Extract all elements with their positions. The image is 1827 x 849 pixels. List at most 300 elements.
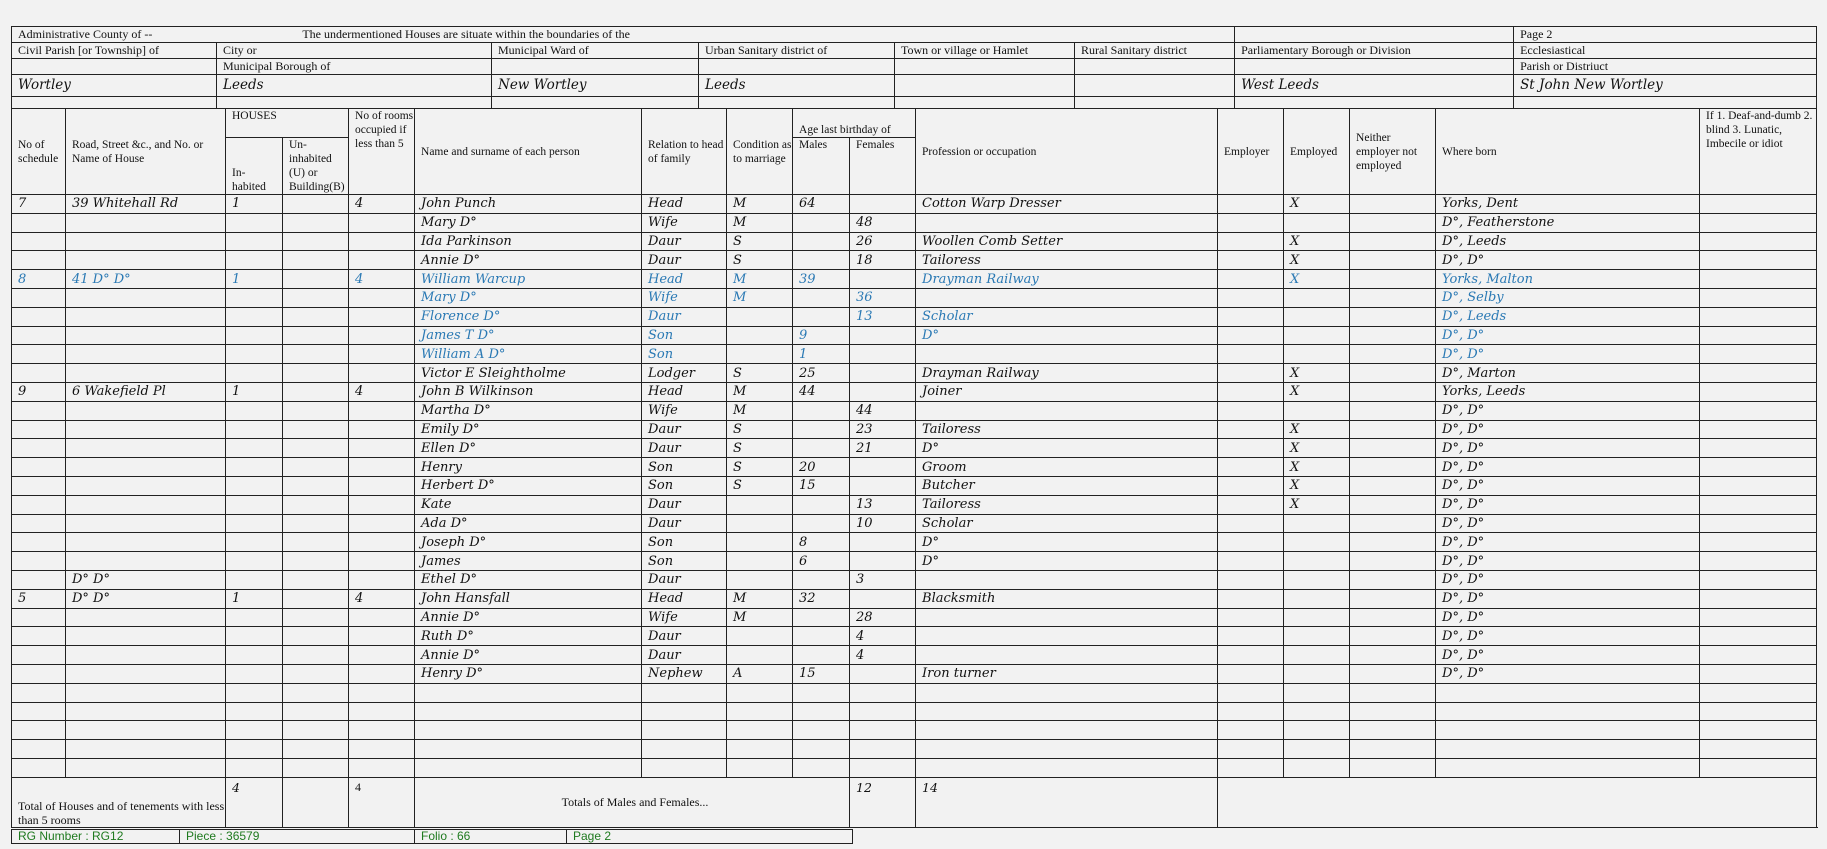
table-row xyxy=(12,570,1817,589)
employed-cell xyxy=(1284,664,1350,683)
female-age-cell xyxy=(850,345,916,364)
road-cell xyxy=(66,439,226,458)
person-name-cell: James xyxy=(415,552,642,571)
relation-cell: Son xyxy=(642,476,727,495)
table-row xyxy=(12,458,1817,477)
schedule-cell xyxy=(12,251,66,270)
table-row xyxy=(12,702,1817,721)
schedule-cell xyxy=(12,495,66,514)
condition-cell: S xyxy=(727,458,793,477)
occupation-cell xyxy=(916,758,1218,777)
employed-cell: X xyxy=(1284,270,1350,289)
rooms-cell xyxy=(349,213,415,232)
relation-cell: Head xyxy=(642,195,727,214)
neither-cell xyxy=(1350,458,1436,477)
person-name-cell: Florence D° xyxy=(415,307,642,326)
employed-cell xyxy=(1284,721,1350,740)
birthplace-cell: Yorks, Dent xyxy=(1436,195,1700,214)
relation-cell: Daur xyxy=(642,514,727,533)
birthplace-cell: D°, D° xyxy=(1436,627,1700,646)
male-age-cell xyxy=(793,232,850,251)
occupation-cell: Tailoress xyxy=(916,495,1218,514)
relation-cell xyxy=(642,683,727,702)
schedule-cell xyxy=(12,683,66,702)
infirmity-cell xyxy=(1700,270,1817,289)
employer-cell xyxy=(1218,702,1284,721)
undermentioned-text: The undermentioned Houses are situate within the boundaries of the xyxy=(302,27,630,41)
person-name-cell: Ida Parkinson xyxy=(415,232,642,251)
employer-cell xyxy=(1218,458,1284,477)
employed-cell xyxy=(1284,758,1350,777)
table-row xyxy=(12,627,1817,646)
birthplace-cell: D°, D° xyxy=(1436,458,1700,477)
occupation-cell xyxy=(916,702,1218,721)
occupation-cell: D° xyxy=(916,439,1218,458)
road-cell: 39 Whitehall Rd xyxy=(66,195,226,214)
female-age-cell xyxy=(850,683,916,702)
condition-cell xyxy=(727,627,793,646)
neither-cell xyxy=(1350,552,1436,571)
neither-cell xyxy=(1350,213,1436,232)
schedule-cell xyxy=(12,420,66,439)
inhabited-cell xyxy=(226,721,283,740)
label-rural-sanitary: Rural Sanitary district xyxy=(1075,43,1235,59)
uninhabited-cell xyxy=(283,401,349,420)
neither-cell xyxy=(1350,740,1436,759)
occupation-cell: D° xyxy=(916,326,1218,345)
birthplace-cell xyxy=(1436,702,1700,721)
road-cell xyxy=(66,401,226,420)
uninhabited-cell xyxy=(283,589,349,608)
road-cell: D° D° xyxy=(66,589,226,608)
condition-cell xyxy=(727,495,793,514)
rooms-cell: 4 xyxy=(349,195,415,214)
infirmity-cell xyxy=(1700,646,1817,665)
schedule-cell xyxy=(12,664,66,683)
rooms-cell xyxy=(349,570,415,589)
table-row xyxy=(12,420,1817,439)
male-age-cell xyxy=(793,307,850,326)
employer-cell xyxy=(1218,476,1284,495)
road-cell xyxy=(66,552,226,571)
birthplace-cell: D°, D° xyxy=(1436,608,1700,627)
employed-cell xyxy=(1284,702,1350,721)
road-cell xyxy=(66,251,226,270)
table-row xyxy=(12,345,1817,364)
condition-cell xyxy=(727,307,793,326)
employed-cell: X xyxy=(1284,495,1350,514)
person-name-cell: James T D° xyxy=(415,326,642,345)
male-age-cell xyxy=(793,514,850,533)
neither-cell xyxy=(1350,439,1436,458)
schedule-cell xyxy=(12,439,66,458)
inhabited-cell xyxy=(226,552,283,571)
road-cell xyxy=(66,495,226,514)
female-age-cell xyxy=(850,702,916,721)
occupation-cell: Woollen Comb Setter xyxy=(916,232,1218,251)
employer-cell xyxy=(1218,552,1284,571)
employer-cell xyxy=(1218,382,1284,401)
female-age-cell: 18 xyxy=(850,251,916,270)
person-name-cell: Henry D° xyxy=(415,664,642,683)
infirmity-cell xyxy=(1700,589,1817,608)
inhabited-cell: 1 xyxy=(226,270,283,289)
birthplace-cell: D°, Featherstone xyxy=(1436,213,1700,232)
birthplace-cell: D°, Leeds xyxy=(1436,232,1700,251)
rooms-cell xyxy=(349,533,415,552)
condition-cell xyxy=(727,514,793,533)
neither-cell xyxy=(1350,514,1436,533)
relation-cell: Daur xyxy=(642,232,727,251)
occupation-cell: D° xyxy=(916,552,1218,571)
employer-cell xyxy=(1218,533,1284,552)
person-name-cell: John B Wilkinson xyxy=(415,382,642,401)
condition-cell xyxy=(727,326,793,345)
condition-cell xyxy=(727,533,793,552)
table-row xyxy=(12,382,1817,401)
road-cell xyxy=(66,646,226,665)
rooms-cell xyxy=(349,232,415,251)
road-cell xyxy=(66,288,226,307)
person-name-cell: Emily D° xyxy=(415,420,642,439)
male-age-cell: 32 xyxy=(793,589,850,608)
table-row xyxy=(12,270,1817,289)
totals-inhabited: 4 xyxy=(226,777,283,827)
person-name-cell: John Hansfall xyxy=(415,589,642,608)
label-parliamentary: Parliamentary Borough or Division xyxy=(1235,43,1514,59)
table-row xyxy=(12,683,1817,702)
col-employed: Employed xyxy=(1284,109,1350,195)
relation-cell: Wife xyxy=(642,213,727,232)
birthplace-cell: D°, D° xyxy=(1436,251,1700,270)
birthplace-cell: D°, D° xyxy=(1436,401,1700,420)
inhabited-cell xyxy=(226,533,283,552)
birthplace-cell: D°, Marton xyxy=(1436,364,1700,383)
female-age-cell xyxy=(850,721,916,740)
condition-cell xyxy=(727,646,793,665)
road-cell xyxy=(66,345,226,364)
neither-cell xyxy=(1350,646,1436,665)
road-cell xyxy=(66,514,226,533)
person-name-cell xyxy=(415,702,642,721)
employer-cell xyxy=(1218,213,1284,232)
relation-cell xyxy=(642,721,727,740)
employed-cell: X xyxy=(1284,364,1350,383)
employed-cell xyxy=(1284,608,1350,627)
person-name-cell: Joseph D° xyxy=(415,533,642,552)
inhabited-cell xyxy=(226,213,283,232)
uninhabited-cell xyxy=(283,420,349,439)
road-cell xyxy=(66,721,226,740)
female-age-cell: 3 xyxy=(850,570,916,589)
occupation-cell: Scholar xyxy=(916,307,1218,326)
col-males: Males xyxy=(793,138,850,195)
birthplace-cell: D°, D° xyxy=(1436,646,1700,665)
relation-cell: Daur xyxy=(642,439,727,458)
occupation-cell: D° xyxy=(916,533,1218,552)
birthplace-cell: Yorks, Malton xyxy=(1436,270,1700,289)
employed-cell: X xyxy=(1284,251,1350,270)
condition-cell: S xyxy=(727,364,793,383)
uninhabited-cell xyxy=(283,627,349,646)
schedule-cell: 8 xyxy=(12,270,66,289)
road-cell xyxy=(66,758,226,777)
uninhabited-cell xyxy=(283,495,349,514)
employed-cell xyxy=(1284,683,1350,702)
neither-cell xyxy=(1350,589,1436,608)
condition-cell: M xyxy=(727,608,793,627)
employer-cell xyxy=(1218,326,1284,345)
birthplace-cell: D°, D° xyxy=(1436,514,1700,533)
schedule-cell xyxy=(12,458,66,477)
inhabited-cell xyxy=(226,740,283,759)
person-name-cell: Annie D° xyxy=(415,608,642,627)
employed-cell: X xyxy=(1284,420,1350,439)
relation-cell xyxy=(642,740,727,759)
inhabited-cell xyxy=(226,439,283,458)
female-age-cell: 4 xyxy=(850,646,916,665)
relation-cell: Head xyxy=(642,270,727,289)
col-condition: Condition as to marriage xyxy=(727,109,793,195)
person-name-cell xyxy=(415,758,642,777)
label-town-village: Town or village or Hamlet xyxy=(895,43,1075,59)
employed-cell xyxy=(1284,533,1350,552)
neither-cell xyxy=(1350,251,1436,270)
schedule-cell xyxy=(12,646,66,665)
road-cell: 6 Wakefield Pl xyxy=(66,382,226,401)
condition-cell: M xyxy=(727,401,793,420)
male-age-cell xyxy=(793,420,850,439)
employed-cell xyxy=(1284,345,1350,364)
infirmity-cell xyxy=(1700,495,1817,514)
totals-females: 14 xyxy=(916,777,1218,827)
birthplace-cell xyxy=(1436,758,1700,777)
uninhabited-cell xyxy=(283,364,349,383)
road-cell xyxy=(66,664,226,683)
infirmity-cell xyxy=(1700,382,1817,401)
male-age-cell xyxy=(793,251,850,270)
schedule-cell xyxy=(12,476,66,495)
schedule-cell xyxy=(12,533,66,552)
uninhabited-cell xyxy=(283,270,349,289)
infirmity-cell xyxy=(1700,307,1817,326)
neither-cell xyxy=(1350,533,1436,552)
employer-cell xyxy=(1218,195,1284,214)
male-age-cell xyxy=(793,495,850,514)
female-age-cell xyxy=(850,740,916,759)
occupation-cell: Tailoress xyxy=(916,420,1218,439)
table-row xyxy=(12,664,1817,683)
relation-cell: Daur xyxy=(642,251,727,270)
table-row xyxy=(12,721,1817,740)
neither-cell xyxy=(1350,307,1436,326)
condition-cell xyxy=(727,740,793,759)
table-row xyxy=(12,251,1817,270)
employed-cell: X xyxy=(1284,232,1350,251)
employed-cell: X xyxy=(1284,195,1350,214)
employer-cell xyxy=(1218,589,1284,608)
table-row xyxy=(12,533,1817,552)
road-cell xyxy=(66,364,226,383)
rooms-cell xyxy=(349,251,415,270)
totals-mf-label: Totals of Males and Females... xyxy=(415,777,850,827)
female-age-cell: 13 xyxy=(850,307,916,326)
register-table xyxy=(11,108,1817,828)
register-rows xyxy=(12,195,1817,778)
employed-cell xyxy=(1284,552,1350,571)
table-row xyxy=(12,758,1817,777)
neither-cell xyxy=(1350,401,1436,420)
label-parish-district: Parish or Distriuct xyxy=(1514,59,1817,75)
condition-cell xyxy=(727,758,793,777)
relation-cell xyxy=(642,758,727,777)
table-row xyxy=(12,646,1817,665)
female-age-cell xyxy=(850,458,916,477)
rooms-cell xyxy=(349,740,415,759)
census-sheet xyxy=(11,26,1817,828)
employed-cell: X xyxy=(1284,458,1350,477)
road-cell: D° D° xyxy=(66,570,226,589)
occupation-cell xyxy=(916,721,1218,740)
employed-cell xyxy=(1284,326,1350,345)
piece-number: Piece : 36579 xyxy=(180,830,415,844)
employer-cell xyxy=(1218,570,1284,589)
infirmity-cell xyxy=(1700,702,1817,721)
person-name-cell: William A D° xyxy=(415,345,642,364)
female-age-cell xyxy=(850,664,916,683)
condition-cell: M xyxy=(727,589,793,608)
employer-cell xyxy=(1218,664,1284,683)
female-age-cell xyxy=(850,552,916,571)
rooms-cell xyxy=(349,307,415,326)
employer-cell xyxy=(1218,288,1284,307)
person-name-cell: William Warcup xyxy=(415,270,642,289)
neither-cell xyxy=(1350,270,1436,289)
birthplace-cell: D°, D° xyxy=(1436,533,1700,552)
employer-cell xyxy=(1218,514,1284,533)
table-row xyxy=(12,364,1817,383)
uninhabited-cell xyxy=(283,439,349,458)
rooms-cell: 4 xyxy=(349,589,415,608)
relation-cell: Son xyxy=(642,326,727,345)
schedule-cell xyxy=(12,608,66,627)
totals-houses-label: Total of Houses and of tenements with less than 5 rooms xyxy=(12,777,226,827)
inhabited-cell xyxy=(226,514,283,533)
value-town-village xyxy=(895,75,1075,97)
col-infirmity: If 1. Deaf-and-dumb 2. blind 3. Lunatic, Imbecile or idiot xyxy=(1700,109,1817,195)
occupation-cell xyxy=(916,646,1218,665)
schedule-cell: 7 xyxy=(12,195,66,214)
relation-cell: Wife xyxy=(642,401,727,420)
infirmity-cell xyxy=(1700,608,1817,627)
rooms-cell: 4 xyxy=(349,382,415,401)
infirmity-cell xyxy=(1700,195,1817,214)
employer-cell xyxy=(1218,420,1284,439)
rooms-cell xyxy=(349,458,415,477)
person-name-cell xyxy=(415,721,642,740)
road-cell xyxy=(66,683,226,702)
infirmity-cell xyxy=(1700,232,1817,251)
neither-cell xyxy=(1350,664,1436,683)
employer-cell xyxy=(1218,608,1284,627)
uninhabited-cell xyxy=(283,251,349,270)
rooms-cell xyxy=(349,758,415,777)
condition-cell: M xyxy=(727,270,793,289)
col-road: Road, Street &c., and No. or Name of House xyxy=(66,109,226,195)
condition-cell xyxy=(727,570,793,589)
uninhabited-cell xyxy=(283,683,349,702)
value-urban-sanitary: Leeds xyxy=(699,75,895,97)
condition-cell: S xyxy=(727,420,793,439)
value-ecclesiastical: St John New Wortley xyxy=(1514,75,1817,97)
inhabited-cell xyxy=(226,326,283,345)
inhabited-cell: 1 xyxy=(226,589,283,608)
employer-cell xyxy=(1218,251,1284,270)
col-inhabited: In- habited xyxy=(226,138,283,195)
schedule-cell: 9 xyxy=(12,382,66,401)
female-age-cell: 44 xyxy=(850,401,916,420)
inhabited-cell xyxy=(226,307,283,326)
birthplace-cell: D°, D° xyxy=(1436,420,1700,439)
male-age-cell xyxy=(793,608,850,627)
employed-cell xyxy=(1284,401,1350,420)
col-neither: Neither employer not employed xyxy=(1350,109,1436,195)
occupation-cell: Scholar xyxy=(916,514,1218,533)
neither-cell xyxy=(1350,495,1436,514)
female-age-cell: 48 xyxy=(850,213,916,232)
inhabited-cell xyxy=(226,646,283,665)
occupation-cell: Groom xyxy=(916,458,1218,477)
birthplace-cell: D°, Selby xyxy=(1436,288,1700,307)
birthplace-cell: D°, D° xyxy=(1436,439,1700,458)
relation-cell: Daur xyxy=(642,627,727,646)
relation-cell: Head xyxy=(642,589,727,608)
header-table xyxy=(11,26,1817,109)
person-name-cell: Herbert D° xyxy=(415,476,642,495)
relation-cell: Daur xyxy=(642,570,727,589)
rooms-cell xyxy=(349,495,415,514)
neither-cell xyxy=(1350,608,1436,627)
col-rooms: No of rooms occupied if less than 5 xyxy=(349,109,415,195)
uninhabited-cell xyxy=(283,552,349,571)
schedule-cell xyxy=(12,514,66,533)
road-cell: 41 D° D° xyxy=(66,270,226,289)
person-name-cell: Martha D° xyxy=(415,401,642,420)
inhabited-cell xyxy=(226,683,283,702)
header-blank xyxy=(1235,27,1514,43)
neither-cell xyxy=(1350,364,1436,383)
occupation-cell xyxy=(916,608,1218,627)
value-parliamentary: West Leeds xyxy=(1235,75,1514,97)
label-ecclesiastical: Ecclesiastical xyxy=(1514,43,1817,59)
inhabited-cell xyxy=(226,401,283,420)
birthplace-cell: D°, D° xyxy=(1436,664,1700,683)
male-age-cell: 15 xyxy=(793,476,850,495)
male-age-cell: 25 xyxy=(793,364,850,383)
employed-cell xyxy=(1284,589,1350,608)
occupation-cell xyxy=(916,740,1218,759)
infirmity-cell xyxy=(1700,533,1817,552)
female-age-cell xyxy=(850,589,916,608)
condition-cell: M xyxy=(727,195,793,214)
uninhabited-cell xyxy=(283,232,349,251)
schedule-cell xyxy=(12,721,66,740)
relation-cell: Head xyxy=(642,382,727,401)
inhabited-cell xyxy=(226,251,283,270)
employed-cell xyxy=(1284,514,1350,533)
rooms-cell xyxy=(349,721,415,740)
label-civil-parish: Civil Parish [or Township] of xyxy=(12,43,217,59)
